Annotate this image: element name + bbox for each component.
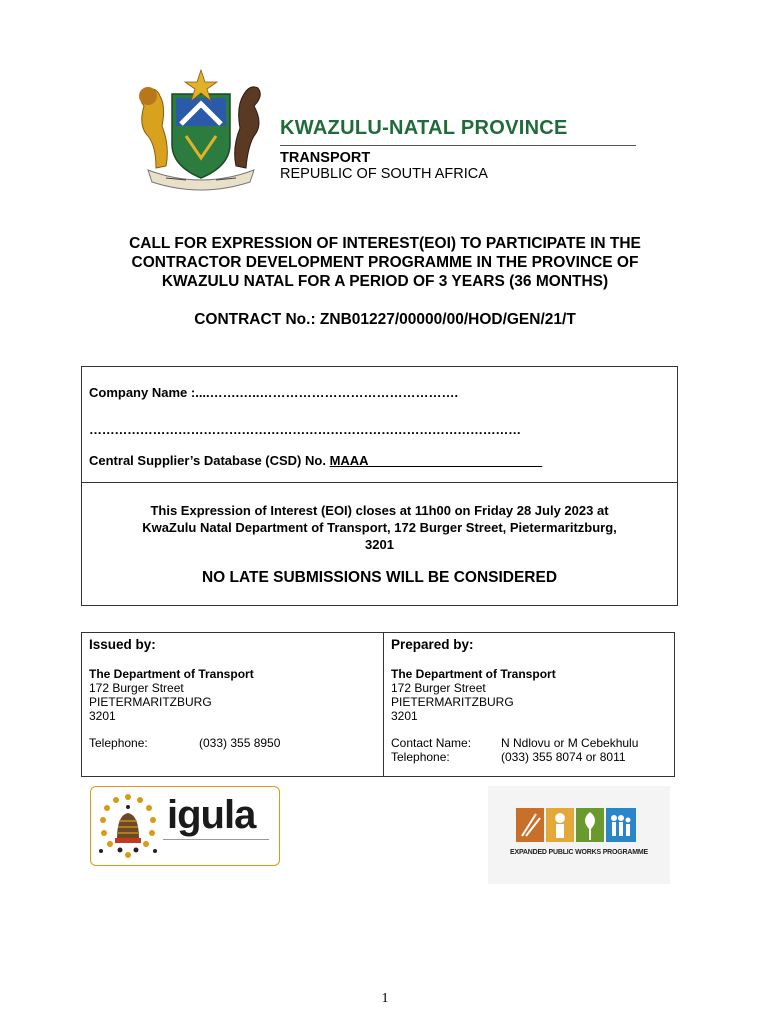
company-name-label: Company Name (89, 385, 188, 400)
company-name-blank: :....…….…..………………………………………. (190, 385, 459, 400)
issued-by-heading: Issued by: (89, 637, 156, 652)
header-divider (280, 145, 636, 146)
contact-name-label: Contact Name: (391, 736, 472, 750)
contract-number: CONTRACT No.: ZNB01227/00000/00/HOD/GEN/21/T (194, 311, 576, 328)
title-line-2: CONTRACTOR DEVELOPMENT PROGRAMME IN THE PROVINCE OF (131, 254, 639, 271)
csd-number-field[interactable] (89, 453, 542, 468)
contact-name-value: N Ndlovu or M Cebekhulu (501, 736, 639, 750)
document-title (60, 234, 710, 291)
igula-logo (90, 786, 280, 866)
closing-line-3: 3201 (365, 537, 394, 552)
coat-of-arms-logo (126, 66, 276, 196)
no-late-submissions-notice: NO LATE SUBMISSIONS WILL BE CONSIDERED (201, 569, 558, 586)
issued-by-telephone (89, 736, 280, 750)
province-title: KWAZULU-NATAL PROVINCE (280, 117, 568, 139)
prepared-by-contact (391, 736, 638, 750)
issued-telephone-value: (033) 355 8950 (199, 736, 281, 750)
prepared-by-street: 172 Burger Street (391, 681, 486, 695)
department-title: TRANSPORT (280, 150, 371, 166)
closing-notice (82, 502, 677, 553)
prepared-by-org: The Department of Transport (391, 667, 556, 681)
closing-line-1: This Expression of Interest (EOI) closes at 11h00 on Friday 28 July 2023 at (150, 503, 609, 518)
issued-telephone-label: Telephone: (89, 736, 148, 750)
issued-prepared-table (81, 632, 675, 777)
epwp-logo (488, 786, 670, 884)
issued-by-address (89, 667, 254, 723)
prepared-by-city: PIETERMARITZBURG (391, 695, 514, 709)
prepared-telephone-value: (033) 355 8074 or 8011 (501, 750, 626, 764)
closing-line-2: KwaZulu Natal Department of Transport, 172 Burger Street, Pietermaritzburg, (142, 520, 617, 535)
prepared-by-code: 3201 (391, 709, 418, 723)
igula-rule (163, 839, 269, 840)
prepared-telephone-label: Telephone: (391, 750, 450, 764)
issued-by-street: 172 Burger Street (89, 681, 184, 695)
issued-by-org: The Department of Transport (89, 667, 254, 681)
issued-by-code: 3201 (89, 709, 116, 723)
prepared-by-heading: Prepared by: (391, 637, 474, 652)
igula-dots-icon (93, 789, 163, 865)
title-line-1: CALL FOR EXPRESSION OF INTEREST(EOI) TO PARTICIPATE IN THE (129, 235, 641, 252)
igula-wordmark: igula (167, 793, 256, 837)
epwp-icons (516, 808, 636, 844)
prepared-by-telephone (391, 750, 626, 764)
company-name-continuation-blank[interactable]: ………………………………………………………………………………………… (89, 422, 521, 437)
csd-label: Central Supplier’s Database (CSD) No. (89, 453, 326, 468)
page-number: 1 (381, 991, 389, 1006)
company-details-box (81, 366, 678, 606)
box-divider (82, 482, 677, 483)
company-name-field[interactable] (89, 385, 458, 400)
country-title: REPUBLIC OF SOUTH AFRICA (280, 166, 488, 182)
issued-by-city: PIETERMARITZBURG (89, 695, 212, 709)
csd-value: MAAA________________________ (329, 453, 543, 468)
table-column-divider (383, 633, 384, 776)
epwp-caption: EXPANDED PUBLIC WORKS PROGRAMME (510, 849, 648, 856)
prepared-by-address (391, 667, 556, 723)
title-line-3: KWAZULU NATAL FOR A PERIOD OF 3 YEARS (36 MONTHS) (161, 273, 609, 290)
